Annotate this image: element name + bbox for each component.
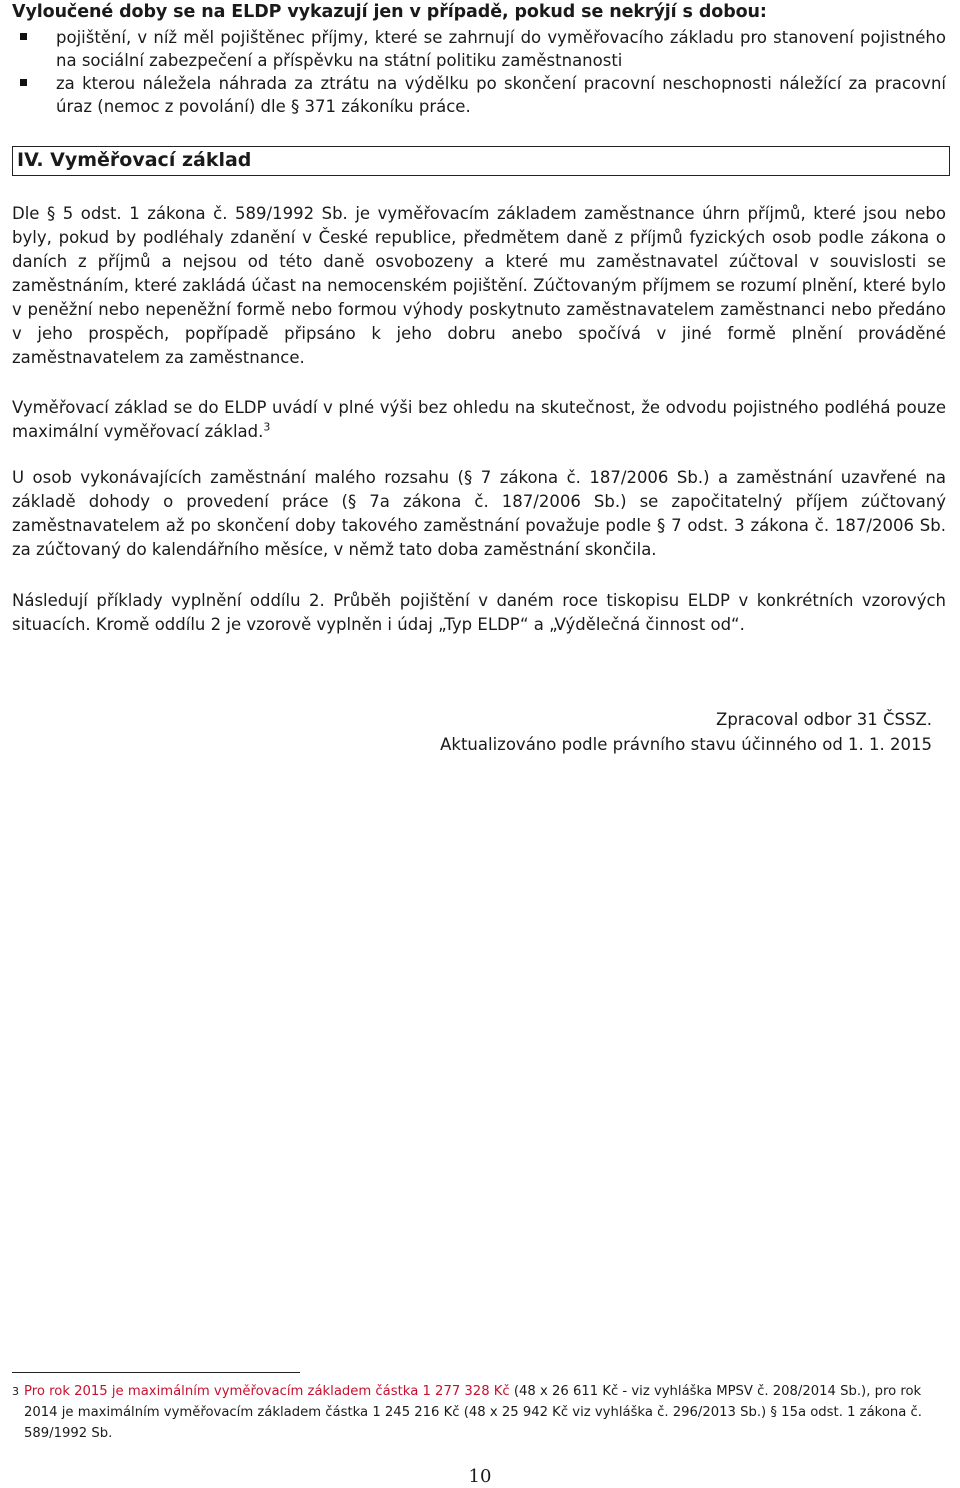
paragraph-text: Vyměřovací základ se do ELDP uvádí v plné výši bez ohledu na skutečnost, že odvodu pojistného podléhá pouze maximální vyměřovací základ. xyxy=(12,398,946,441)
footnote-text xyxy=(12,1381,946,1444)
footnote-reference: 3 xyxy=(263,420,271,434)
page-number: 10 xyxy=(468,1466,492,1487)
list-item-text: pojištění, v níž měl pojištěnec příjmy, které se zahrnují do vyměřovacího základu pro stanovení pojistného na sociální zabezpečení a příspěvku na státní politiku zaměstnanosti xyxy=(56,28,946,70)
excluded-periods-list xyxy=(12,26,946,118)
updated-note: Aktualizováno podle právního stavu účinného od 1. 1. 2015 xyxy=(440,735,932,754)
paragraph-examples: Následují příklady vyplnění oddílu 2. Průběh pojištění v daném roce tiskopisu ELDP v konkrétních vzorových situacích. Kromě oddílu 2 je vzorově vyplněn i údaj „Typ ELDP“ a „Výdělečná činnost od“. xyxy=(12,591,946,634)
section-title: IV. Vyměřovací základ xyxy=(17,149,252,171)
paragraph-small-scope: U osob vykonávajících zaměstnání malého rozsahu (§ 7 zákona č. 187/2006 Sb.) a zaměstnání uzavřené na základě dohody o provedení práce (§ 7a zákona č. 187/2006 Sb.) se započitatelný příjem zúčtovaný zaměstnavatelem až po skončení doby takového zaměstnání považuje podle § 7 odst. 3 zákona č. 187/2006 Sb. za zúčtovaný do kalendářního měsíce, v němž tato doba zaměstnání skončila. xyxy=(12,468,946,559)
footnote-rest-text: (48 x 26 611 Kč - viz vyhláška MPSV č. 208/2014 Sb.), pro rok 2014 je maximálním vyměřovacím základem částka 1 245 216 Kč (48 x 25 942 Kč viz vyhláška č. 296/2013 Sb.) § 15a odst. 1 zákona č. 589/1992 Sb. xyxy=(24,1384,922,1441)
list-item xyxy=(12,26,946,72)
footnote-divider xyxy=(12,1372,300,1373)
footnote-number: 3 xyxy=(12,1385,19,1398)
paragraph-definition: Dle § 5 odst. 1 zákona č. 589/1992 Sb. je vyměřovacím základem zaměstnance úhrn příjmů, které jsou nebo byly, pokud by podléhaly zdanění v České republice, předmětem daně z příjmů fyzických osob podle zákona o daních z příjmů a nejsou od této daně osvobozeny a které mu zaměstnavatel zúčtoval v souvislosti se zaměstnáním, které zakládá účast na nemocenském pojištění. Zúčtovaným příjmem se rozumí plnění, které bylo v peněžní nebo nepeněžní formě nebo formou výhody poskytnuto zaměstnavatelem zaměstnanci nebo předáno v jeho prospěch, popřípadě připsáno k jeho dobru anebo spočívá v jiné formě plnění prováděné zaměstnavatelem za zaměstnance. xyxy=(12,204,946,367)
prepared-by: Zpracoval odbor 31 ČSSZ. xyxy=(716,710,932,729)
square-bullet-icon xyxy=(20,79,27,86)
square-bullet-icon xyxy=(20,33,27,40)
excluded-periods-heading: Vyloučené doby se na ELDP vykazují jen v případě, pokud se nekrýjí s dobou: xyxy=(12,2,767,22)
list-item xyxy=(12,72,946,118)
section-heading-box xyxy=(12,146,950,176)
footnote-red-text: Pro rok 2015 je maximálním vyměřovacím základem částka 1 277 328 Kč xyxy=(24,1384,510,1399)
paragraph-full-amount xyxy=(12,396,946,444)
list-item-text: za kterou náležela náhrada za ztrátu na výdělku po skončení pracovní neschopnosti náležící za pracovní úraz (nemoc z povolání) dle § 371 zákoníku práce. xyxy=(56,74,946,116)
footnote xyxy=(12,1381,946,1444)
